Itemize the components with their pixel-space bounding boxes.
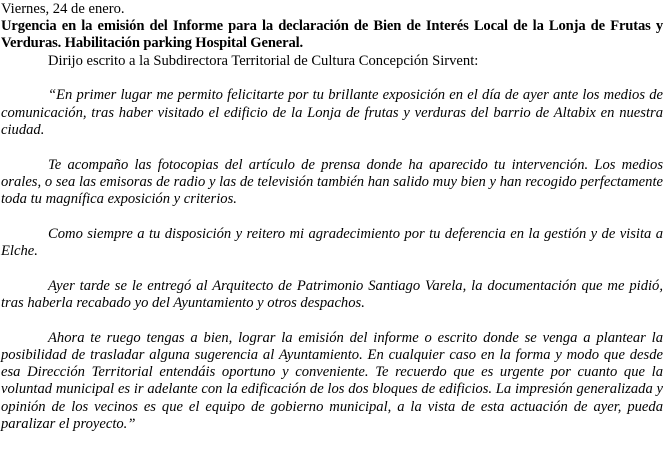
paragraph-spacer — [1, 139, 663, 157]
paragraph-congratulations: “En primer lugar me permito felicitarte por tu brillante exposición en el día de ayer ante los medios de comunicación, tras haber visitado el edificio de la Lonja de frutas y verduras del barrio de Altabix en nuestra ciudad. — [1, 87, 663, 138]
paragraph-documentation: Ayer tarde se le entregó al Arquitecto de Patrimonio Santiago Varela, la documentación que me pidió, tras haberla recabado yo del Ayuntamiento y otros despachos. — [1, 277, 663, 312]
paragraph-spacer — [1, 260, 663, 278]
document-page — [1, 0, 663, 433]
paragraph-spacer — [1, 70, 663, 88]
document-title: Urgencia en la emisión del Informe para la declaración de Bien de Interés Local de la Lonja de Frutas y Verduras. Habilitación parking Hospital General. — [1, 18, 663, 52]
paragraph-request: Ahora te ruego tengas a bien, lograr la emisión del informe o escrito donde se venga a plantear la posibilidad de trasladar alguna sugerencia al Ayuntamiento. En cualquier caso en la forma y modo que desde esa Dirección Territorial entendáis oportuno y conveniente. Te recuerdo que es urgente por cuanto que la voluntad municipal es ir adelante con la edificación de los dos bloques de edificios. La impresión generalizada y opinión de los vecinos es que el equipo de gobierno municipal, a la vista de esta actuación de ayer, pueda paralizar el proyecto.” — [1, 329, 663, 432]
document-intro: Dirijo escrito a la Subdirectora Territorial de Cultura Concepción Sirvent: — [48, 52, 479, 69]
paragraph-spacer — [1, 208, 663, 226]
paragraph-press-copies: Te acompaño las fotocopias del artículo de prensa donde ha aparecido tu intervención. Los medios orales, o sea las emisoras de radio y las de televisión también han salido muy bien y han recogido perfectamente toda tu magnífica exposición y criterios. — [1, 156, 663, 208]
paragraph-spacer — [1, 312, 663, 330]
paragraph-gratitude: Como siempre a tu disposición y reitero mi agradecimiento por tu deferencia en la gestión y de visita a Elche. — [1, 225, 663, 260]
document-date: Viernes, 24 de enero. — [1, 1, 125, 17]
